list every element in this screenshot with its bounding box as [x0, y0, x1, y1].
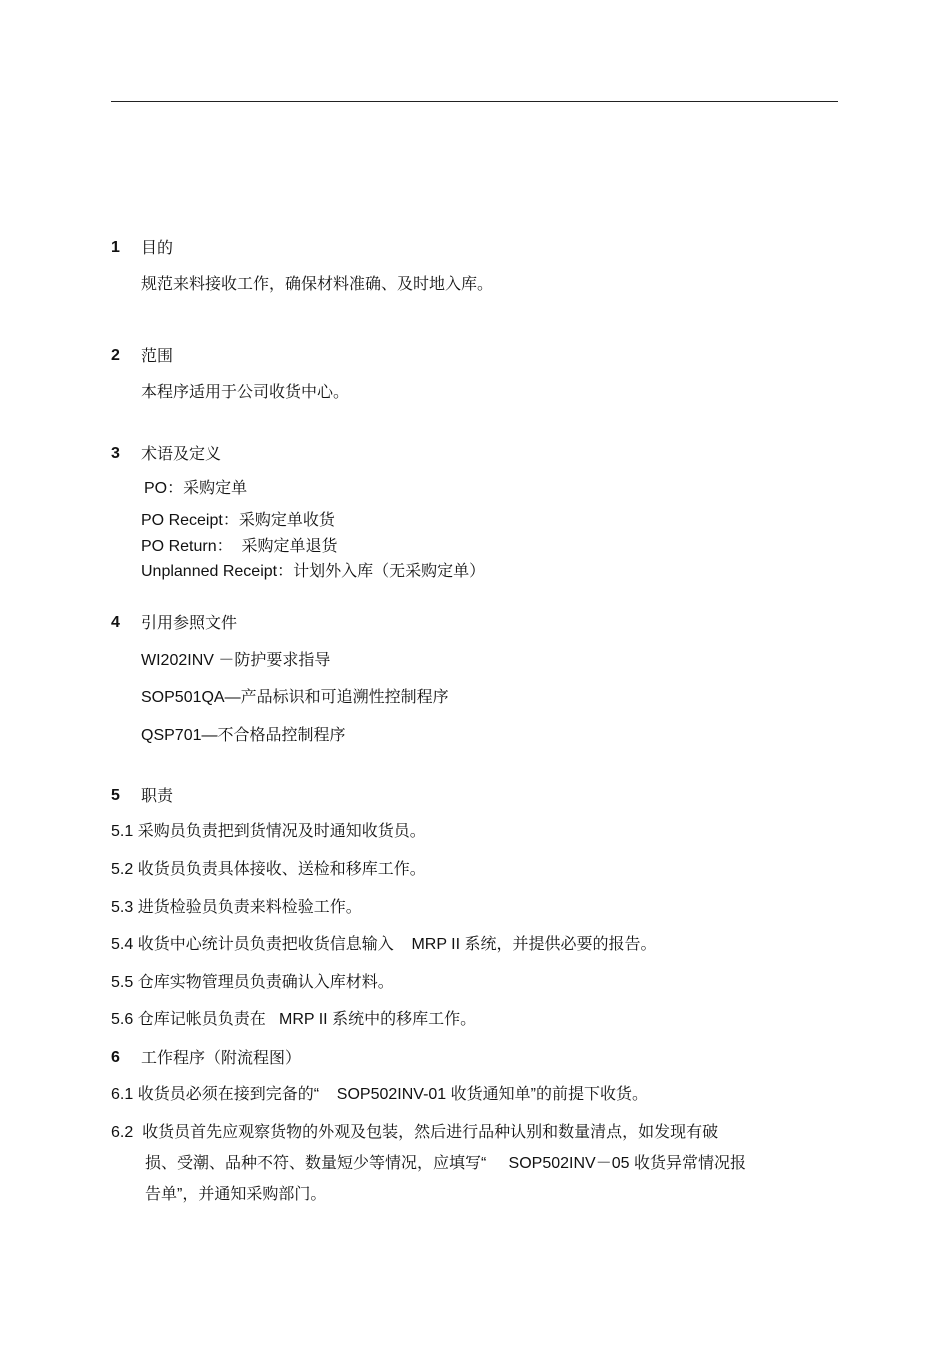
section-1-body: 规范来料接收工作，确保材料准确、及时地入库。 [141, 274, 494, 293]
section-2-number: 2 [111, 347, 120, 364]
section-2-body: 本程序适用于公司收货中心。 [141, 382, 350, 401]
section-3-number: 3 [111, 445, 120, 462]
section-6-title: 工作程序（附流程图） [141, 1048, 302, 1067]
procedure-6-1: 6.1 收货员必须在接到完备的“ SOP502INV-01 收货通知单”的前提下收货。 [111, 1086, 648, 1103]
ref-wi202inv: WI202INV －防护要求指导 [141, 652, 331, 669]
duty-5-4: 5.4 收货中心统计员负责把收货信息输入 MRP II 系统，并提供必要的报告。 [111, 936, 657, 953]
section-4-number: 4 [111, 614, 120, 631]
section-1-title: 目的 [141, 238, 174, 257]
ref-qsp701: QSP701—不合格品控制程序 [141, 727, 346, 744]
procedure-6-2-continuation-1: 损、受潮、品种不符、数量短少等情况，应填写“ SOP502INV－05 收货异常情况报 [145, 1155, 746, 1172]
term-po-return: PO Return： 采购定单退货 [141, 538, 338, 555]
procedure-6-2-continuation-2: 告单”，并通知采购部门。 [145, 1186, 327, 1203]
duty-5-6: 5.6 仓库记帐员负责在 MRP II 系统中的移库工作。 [111, 1011, 477, 1028]
duty-5-3: 5.3 进货检验员负责来料检验工作。 [111, 899, 362, 916]
term-po: PO：采购定单 [144, 480, 248, 497]
term-unplanned-receipt: Unplanned Receipt：计划外入库（无采购定单） [141, 563, 486, 580]
section-5-number: 5 [111, 787, 120, 804]
ref-sop501qa: SOP501QA—产品标识和可追溯性控制程序 [141, 689, 449, 706]
term-po-receipt: PO Receipt：采购定单收货 [141, 512, 335, 529]
section-6-number: 6 [111, 1049, 120, 1066]
procedure-6-2: 6.2 收货员首先应观察货物的外观及包装，然后进行品种认别和数量清点，如发现有破 [111, 1124, 719, 1141]
duty-5-1: 5.1 采购员负责把到货情况及时通知收货员。 [111, 823, 426, 840]
duty-5-2: 5.2 收货员负责具体接收、送检和移库工作。 [111, 861, 426, 878]
section-2-title: 范围 [141, 346, 174, 365]
section-5-title: 职责 [141, 786, 174, 805]
section-4-title: 引用参照文件 [141, 613, 238, 632]
section-3-title: 术语及定义 [141, 444, 222, 463]
duty-5-5: 5.5 仓库实物管理员负责确认入库材料。 [111, 974, 394, 991]
section-1-number: 1 [111, 239, 120, 256]
header-rule [111, 101, 838, 102]
